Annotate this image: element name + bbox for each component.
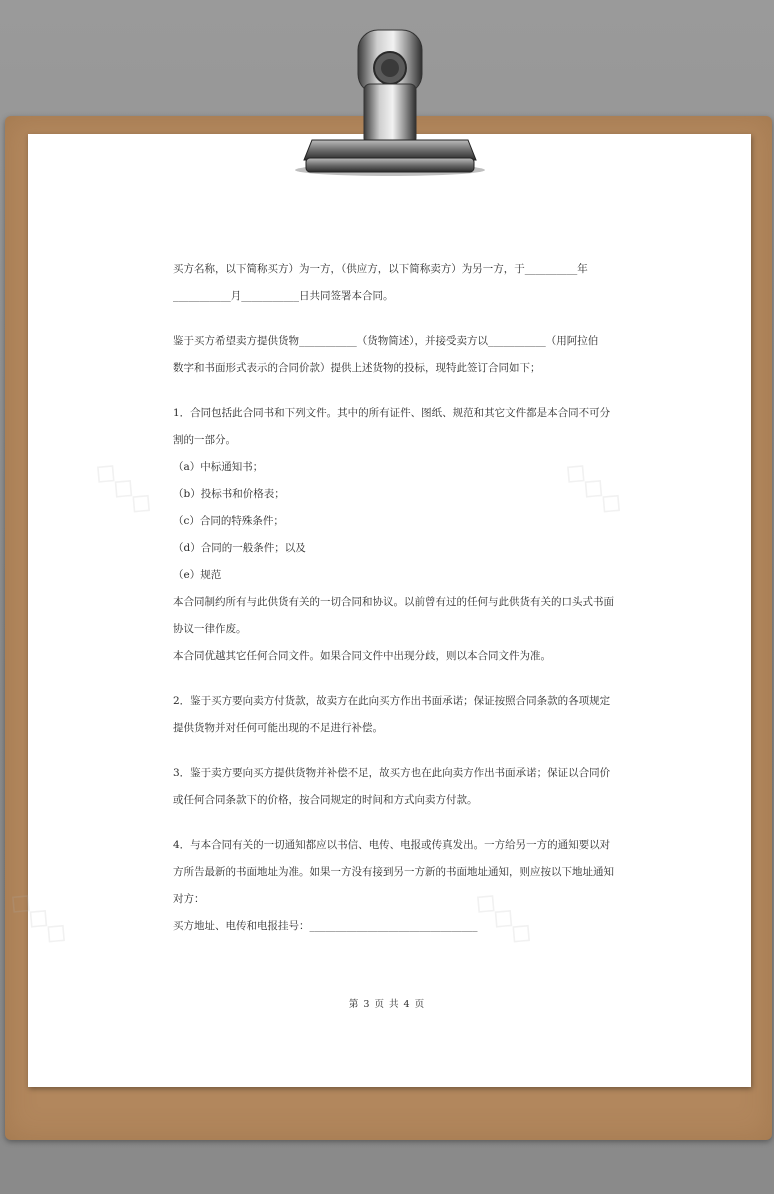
clause-4-line: 4．与本合同有关的一切通知都应以书信、电传、电报或传真发出。一方给另一方的通知要以对 — [173, 839, 611, 851]
clause-1-item-a: （a）中标通知书； — [173, 461, 264, 473]
clause-1-note: 本合同优越其它任何合同文件。如果合同文件中出现分歧，则以本合同文件为准。 — [173, 650, 551, 662]
recital-line: 数字和书面形式表示的合同价款）提供上述货物的投标，现特此签订合同如下； — [173, 362, 541, 374]
watermark: ◇◇◇ — [86, 451, 163, 524]
clause-1-item-d: （d）合同的一般条件；以及 — [173, 542, 306, 554]
buyer-address-field: 买方地址、电传和电报挂号：________________________________ — [173, 920, 478, 932]
intro-line: 买方名称，以下简称买方）为一方，（供应方，以下简称卖方）为另一方，于__________年 — [173, 263, 588, 275]
clause-1-note: 本合同制约所有与此供货有关的一切合同和协议。以前曾有过的任何与此供货有关的口头式书面 — [173, 596, 614, 608]
clause-1-item-e: （e）规范 — [173, 569, 222, 581]
intro-line: ___________月___________日共同签署本合同。 — [173, 290, 394, 302]
clause-1-item-b: （b）投标书和价格表； — [173, 488, 285, 500]
watermark: ◇◇◇ — [556, 451, 633, 524]
clause-1-item-c: （c）合同的特殊条件； — [173, 515, 284, 527]
recital-line: 鉴于买方希望卖方提供货物___________（货物简述），并接受卖方以___________（用阿拉伯 — [173, 335, 599, 347]
clause-2-line: 提供货物并对任何可能出现的不足进行补偿。 — [173, 722, 383, 734]
watermark: ◇◇◇ — [1, 881, 78, 954]
clause-3-line: 或任何合同条款下的价格，按合同规定的时间和方式向卖方付款。 — [173, 794, 478, 806]
clause-4-line: 对方： — [173, 893, 205, 905]
page-footer: 第 3 页 共 4 页 — [348, 999, 426, 1010]
contract-body — [173, 256, 614, 940]
clause-2-line: 2．鉴于买方要向卖方付货款，故卖方在此向买方作出书面承诺；保证按照合同条款的各项规定 — [173, 695, 611, 707]
clause-1-line: 1．合同包括此合同书和下列文件。其中的所有证件、图纸、规范和其它文件都是本合同不可分 — [173, 407, 611, 419]
watermark: ◇◇◇ — [466, 881, 543, 954]
clause-1-line: 割的一部分。 — [173, 434, 236, 446]
clause-1-note: 协议一律作废。 — [173, 623, 247, 635]
clause-4-line: 方所告最新的书面地址为准。如果一方没有接到另一方新的书面地址通知，则应按以下地址通知 — [173, 866, 614, 878]
clause-3-line: 3．鉴于卖方要向买方提供货物并补偿不足，故买方也在此向卖方作出书面承诺；保证以合同价 — [173, 767, 611, 779]
